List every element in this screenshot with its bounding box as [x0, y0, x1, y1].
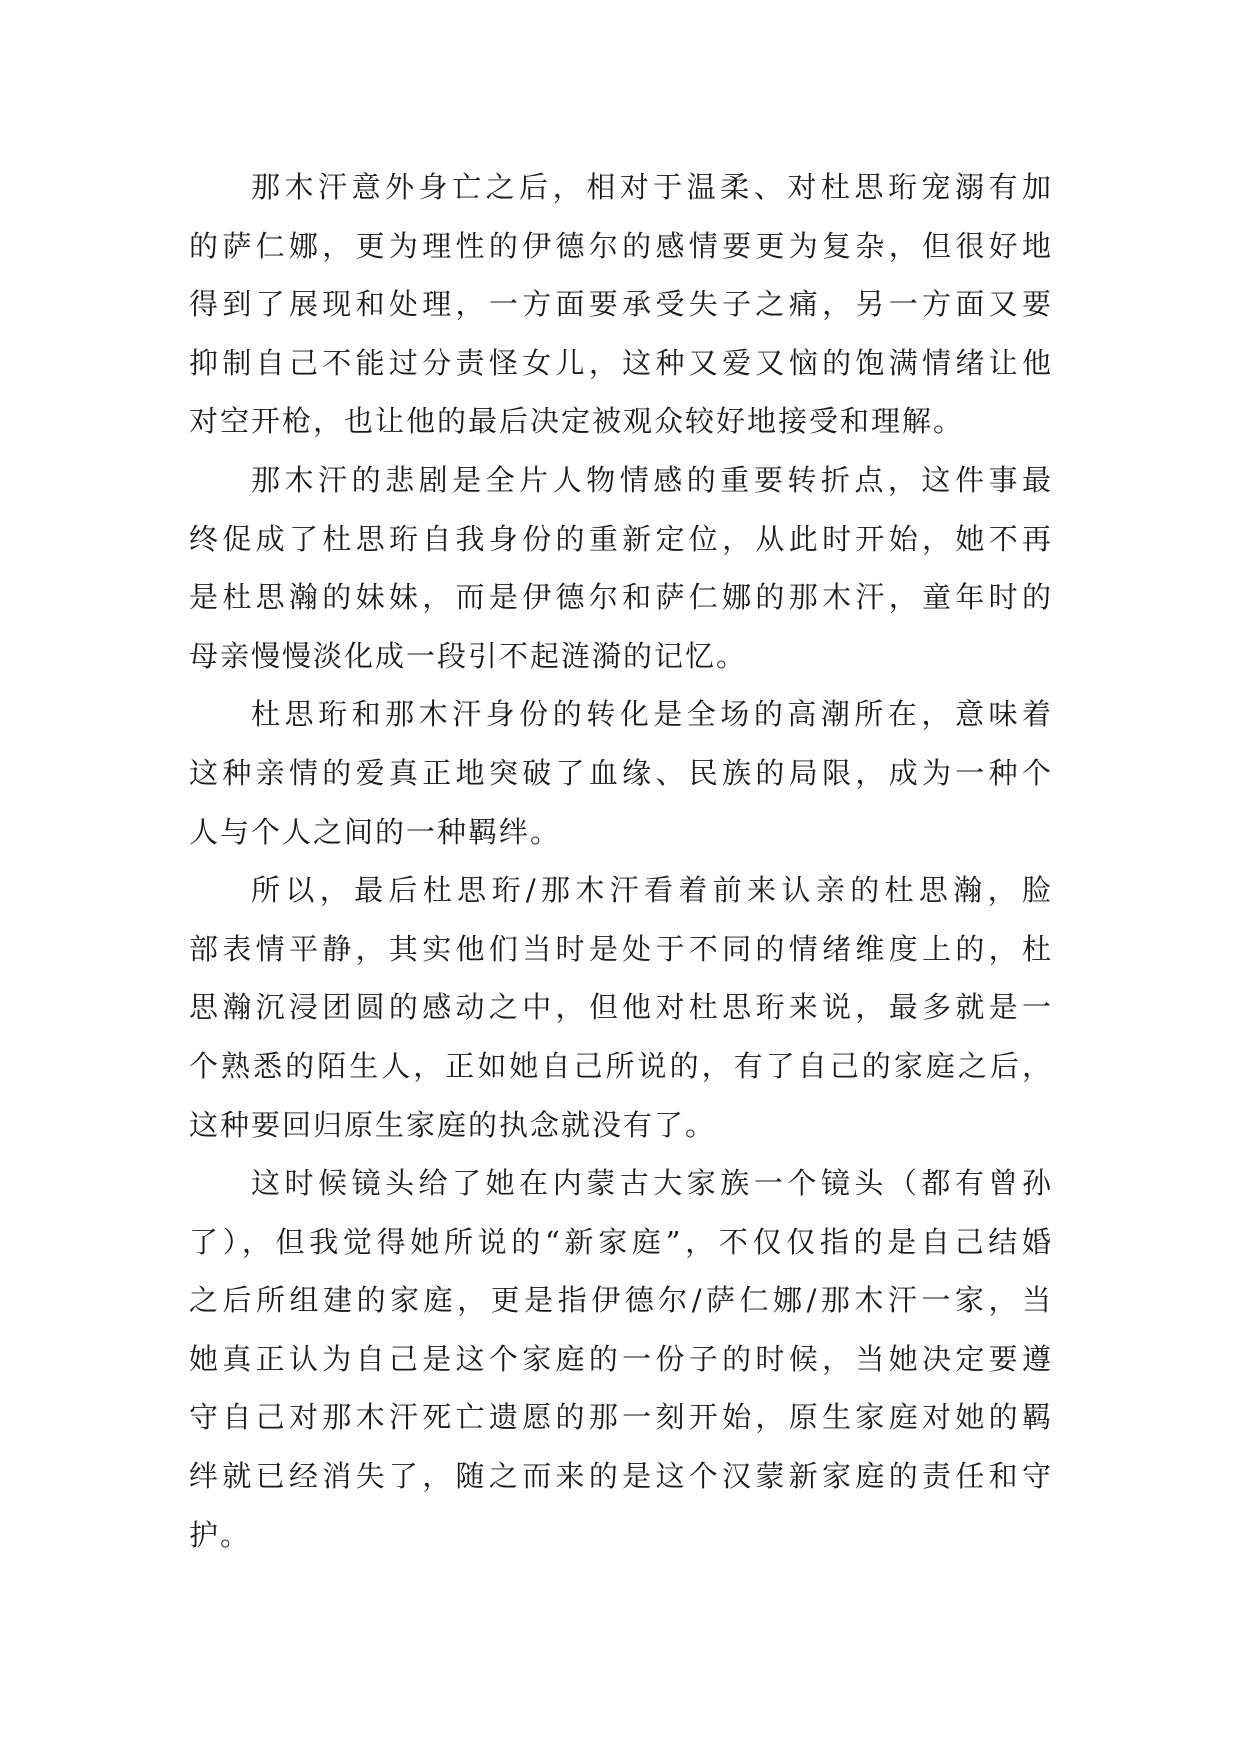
text-line: 之后所组建的家庭，更是指伊德尔/萨仁娜/那木汗一家，当: [189, 1283, 1053, 1318]
text-line: 这种亲情的爱真正地突破了血缘、民族的局限，成为一种个: [189, 755, 1053, 790]
paragraph: [189, 158, 1053, 451]
text-line: 抑制自己不能过分责怪女儿，这种又爱又恼的饱满情绪让他: [189, 345, 1053, 380]
text-line: 的萨仁娜，更为理性的伊德尔的感情要更为复杂，但很好地: [189, 228, 1053, 263]
paragraph: [189, 685, 1053, 861]
text-line: 得到了展现和处理，一方面要承受失子之痛，另一方面又要: [189, 287, 1053, 322]
text-line: 她真正认为自己是这个家庭的一份子的时候，当她决定要遵: [189, 1341, 1053, 1376]
text-line: 这种要回归原生家庭的执念就没有了。: [189, 1107, 717, 1142]
text-line: 所以，最后杜思珩/那木汗看着前来认亲的杜思瀚，脸: [251, 873, 1053, 908]
text-line: 守自己对那木汗死亡遗愿的那一刻开始，原生家庭对她的羁: [189, 1400, 1053, 1435]
paragraph: [189, 861, 1053, 1154]
paragraph: [189, 1154, 1053, 1564]
text-line: 那木汗意外身亡之后，相对于温柔、对杜思珩宠溺有加: [251, 170, 1053, 204]
text-line: 了），但我觉得她所说的“新家庭”，不仅仅指的是自己结婚: [189, 1224, 1053, 1259]
text-line: 部表情平静，其实他们当时是处于不同的情绪维度上的，杜: [189, 931, 1053, 966]
text-line: 杜思珩和那木汗身份的转化是全场的高潮所在，意味着: [251, 697, 1053, 732]
text-line: 个熟悉的陌生人，正如她自己所说的，有了自己的家庭之后，: [189, 1048, 1053, 1083]
text-line: 母亲慢慢淡化成一段引不起涟漪的记忆。: [189, 638, 748, 673]
text-line: 人与个人之间的一种羁绊。: [189, 814, 562, 849]
text-line: 护。: [189, 1517, 252, 1552]
text-line: 思瀚沉浸团圆的感动之中，但他对杜思珩来说，最多就是一: [189, 990, 1053, 1025]
paragraph: [189, 451, 1053, 685]
text-line: 终促成了杜思珩自我身份的重新定位，从此时开始，她不再: [189, 521, 1053, 556]
text-line: 绊就已经消失了，随之而来的是这个汉蒙新家庭的责任和守: [189, 1459, 1053, 1494]
text-line: 那木汗的悲剧是全片人物情感的重要转折点，这件事最: [251, 462, 1053, 497]
text-line: 是杜思瀚的妹妹，而是伊德尔和萨仁娜的那木汗，童年时的: [189, 580, 1053, 615]
text-line: 这时候镜头给了她在内蒙古大家族一个镜头（都有曾孙: [251, 1166, 1053, 1201]
article-body: [189, 158, 1053, 1564]
text-line: 对空开枪，也让他的最后决定被观众较好地接受和理解。: [189, 404, 965, 439]
